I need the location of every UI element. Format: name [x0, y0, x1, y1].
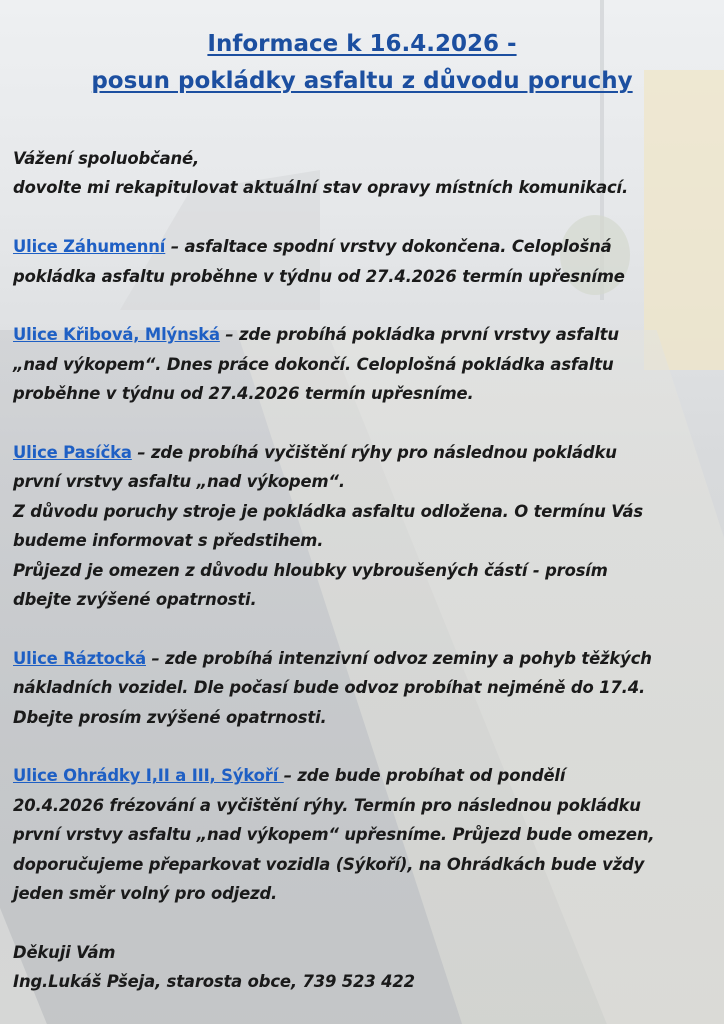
- page-title: [0, 26, 724, 100]
- section-zahumenni: [13, 232, 719, 261]
- section-text: Dbejte prosím zvýšené opatrnosti.: [13, 707, 327, 727]
- title-line-2: posun pokládky asfaltu z důvodu poruchy: [91, 68, 633, 94]
- section-text: – zde probíhá vyčištění rýhy pro následnou pokládku: [131, 443, 617, 463]
- section-text: pokládka asfaltu proběhne v týdnu od 27.4.2026 termín upřesníme: [13, 266, 625, 286]
- closing-thanks: Děkuji Vám: [13, 942, 116, 962]
- section-text: Průjezd je omezen z důvodu hloubky vybroušených částí - prosím: [13, 560, 608, 580]
- section-pasicka: [13, 438, 719, 467]
- section-text: proběhne v týdnu od 27.4.2026 termín upřesníme.: [13, 384, 474, 404]
- intro-line: dovolte mi rekapitulovat aktuální stav opravy místních komunikací.: [13, 178, 629, 198]
- section-text: – asfaltace spodní vrstvy dokončena. Celoplošná: [165, 237, 612, 257]
- section-text: dbejte zvýšené opatrnosti.: [13, 590, 257, 610]
- section-text: „nad výkopem“. Dnes práce dokončí. Celoplošná pokládka asfaltu: [13, 354, 614, 374]
- section-raztocka: [13, 644, 719, 673]
- section-text: Z důvodu poruchy stroje je pokládka asfaltu odložena. O termínu Vás: [13, 501, 643, 521]
- signature: Ing.Lukáš Pšeja, starosta obce, 739 523 422: [13, 972, 415, 992]
- section-text: jeden směr volný pro odjezd.: [13, 884, 278, 904]
- notice-body: [13, 144, 719, 997]
- section-ohradky-sykori: [13, 761, 719, 790]
- section-text: budeme informovat s předstihem.: [13, 531, 324, 551]
- section-text: – zde bude probíhat od pondělí: [283, 766, 566, 786]
- street-link-kribova-mlynska[interactable]: Ulice Křibová, Mlýnská: [13, 325, 220, 345]
- section-text: – zde probíhá intenzivní odvoz zeminy a pohyb těžkých: [145, 648, 652, 668]
- street-link-raztocka[interactable]: Ulice Ráztocká: [13, 648, 146, 668]
- section-text: – zde probíhá pokládka první vrstvy asfaltu: [219, 325, 619, 345]
- street-link-pasicka[interactable]: Ulice Pasíčka: [13, 443, 132, 463]
- street-link-zahumenni[interactable]: Ulice Záhumenní: [13, 237, 166, 257]
- section-text: první vrstvy asfaltu „nad výkopem“.: [13, 472, 345, 492]
- section-text: 20.4.2026 frézování a vyčištění rýhy. Termín pro následnou pokládku: [13, 795, 641, 815]
- title-line-1: Informace k 16.4.2026 -: [207, 31, 517, 57]
- section-text: nákladních vozidel. Dle počasí bude odvoz probíhat nejméně do 17.4.: [13, 678, 646, 698]
- street-link-ohradky-sykori[interactable]: Ulice Ohrádky I,II a III, Sýkoří: [13, 766, 284, 786]
- section-text: první vrstvy asfaltu „nad výkopem“ upřesníme. Průjezd bude omezen,: [13, 825, 655, 845]
- section-text: doporučujeme přeparkovat vozidla (Sýkoří), na Ohrádkách bude vždy: [13, 854, 645, 874]
- greeting-line: Vážení spoluobčané,: [13, 149, 200, 168]
- section-kribova-mlynska: [13, 320, 719, 349]
